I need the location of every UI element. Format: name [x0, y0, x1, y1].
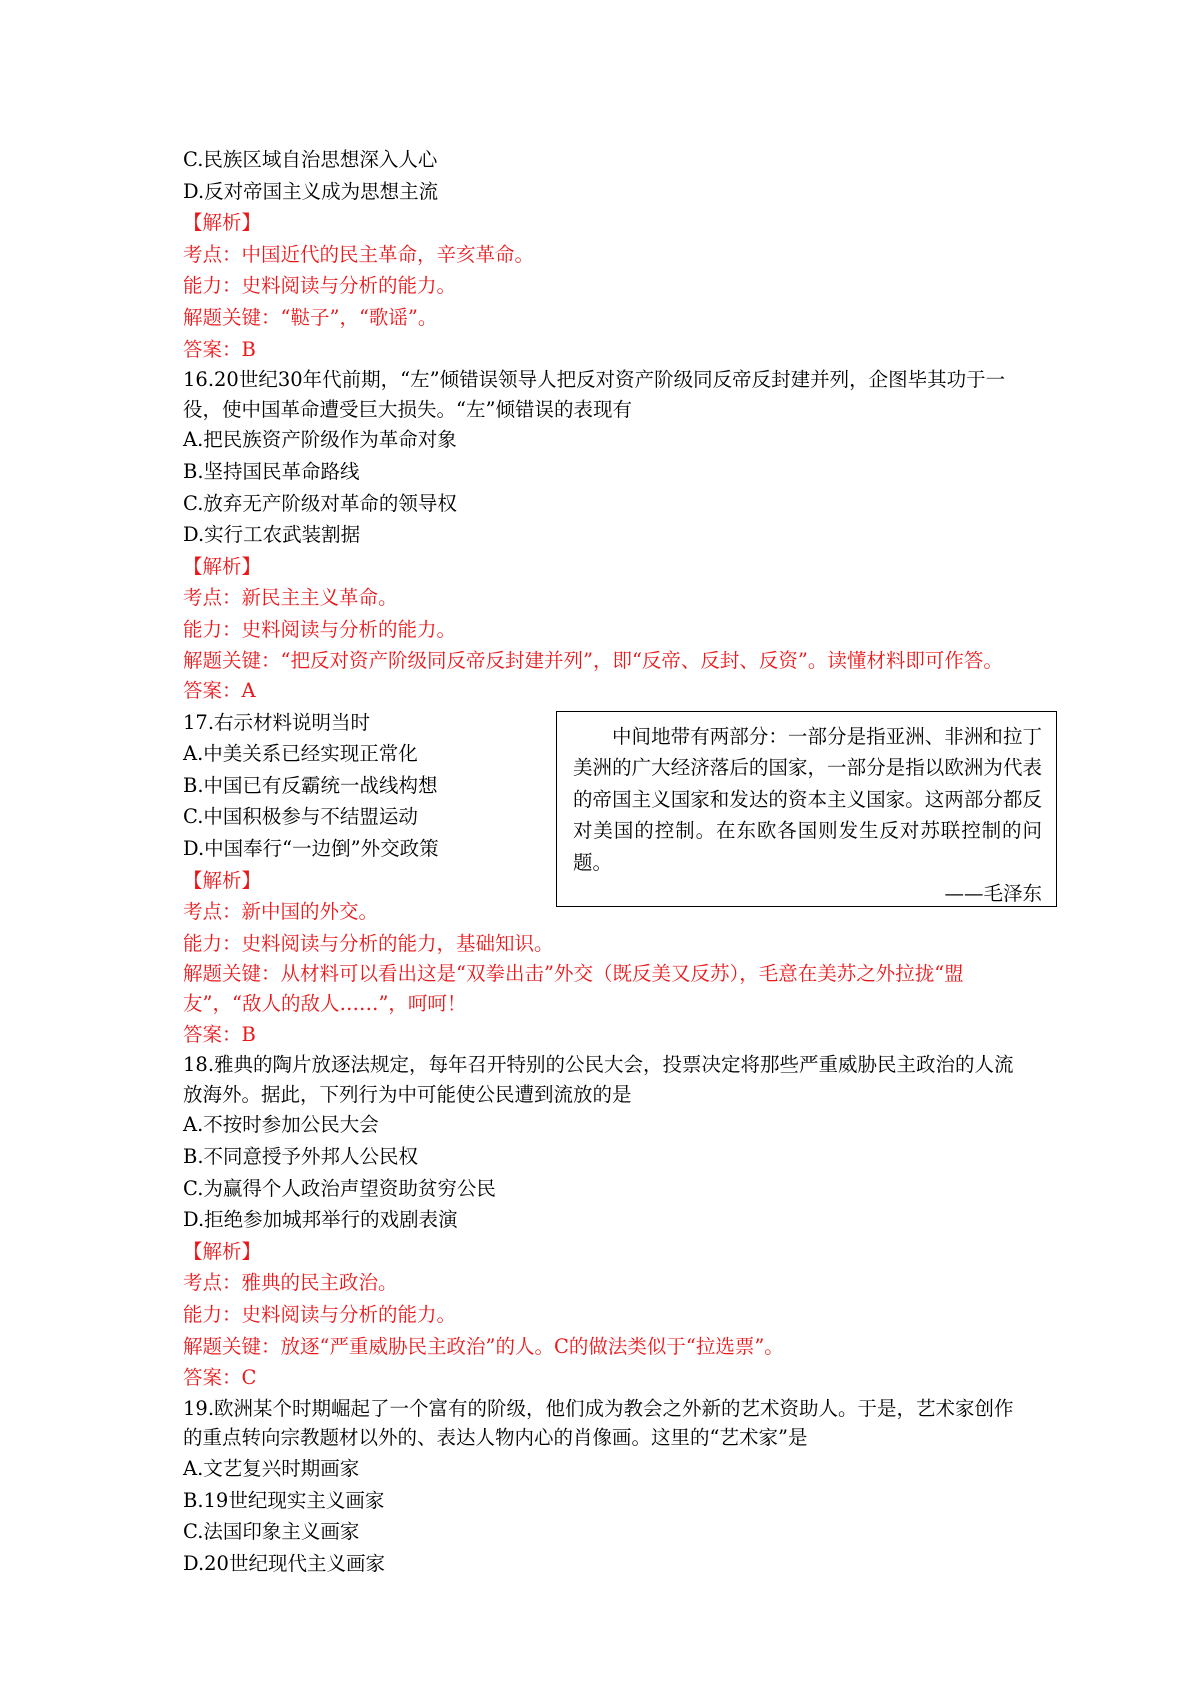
analysis-header: 【解析】	[183, 211, 262, 235]
question-19	[183, 1394, 1028, 1580]
question-stem: 16.20世纪30年代前期，“左”倾错误领导人把反对资产阶级同反帝反封建并列，企图毕其功于一役，使中国革命遭受巨大损失。“左”倾错误的表现有	[183, 368, 1006, 421]
analysis-guanjian: 解题关键：从材料可以看出这是“双拳出击”外交（既反美又反苏），毛意在美苏之外拉拢“盟友”，“敌人的敌人……”，呵呵！	[183, 962, 964, 1016]
option-a: A.不按时参加公民大会	[183, 1113, 379, 1137]
question-15	[183, 144, 1028, 365]
question-16	[183, 365, 1028, 707]
quote-box	[556, 711, 1057, 907]
analysis-nengli: 能力：史料阅读与分析的能力。	[183, 617, 457, 641]
analysis-nengli: 能力：史料阅读与分析的能力。	[183, 1302, 457, 1326]
analysis-guanjian: 解题关键：放逐“严重威胁民主政治”的人。C的做法类似于“拉选票”。	[183, 1334, 784, 1358]
option-a: A.文艺复兴时期画家	[183, 1456, 360, 1480]
quote-text: 中间地带有两部分：一部分是指亚洲、非洲和拉丁美洲的广大经济落后的国家，一部分是指以欧洲为代表的帝国主义国家和发达的资本主义国家。这两部分都反对美国的控制。在东欧各国则发生反对苏联控制的问题。	[573, 724, 1042, 874]
option-d: D.20世纪现代主义画家	[183, 1551, 385, 1575]
analysis-header: 【解析】	[183, 554, 262, 578]
option-b: B.坚持国民革命路线	[183, 459, 360, 483]
analysis-kaodian: 考点：中国近代的民主革命，辛亥革命。	[183, 242, 535, 266]
option-c: C.民族区域自治思想深入人心	[183, 148, 438, 171]
analysis-answer: 答案：C	[183, 1366, 257, 1390]
option-a: A.把民族资产阶级作为革命对象	[183, 428, 457, 452]
analysis-kaodian: 考点：雅典的民主政治。	[183, 1271, 398, 1295]
analysis-answer: 答案：B	[183, 337, 256, 361]
option-c: C.中国积极参与不结盟运动	[183, 805, 418, 829]
option-a: A.中美关系已经实现正常化	[183, 742, 418, 766]
option-c: C.法国印象主义画家	[183, 1520, 360, 1544]
option-c: C.放弃无产阶级对革命的领导权	[183, 491, 457, 515]
question-18	[183, 1050, 1028, 1394]
quote-author: ——毛泽东	[944, 882, 1042, 906]
question-stem: 19.欧洲某个时期崛起了一个富有的阶级，他们成为教会之外新的艺术资助人。于是，艺术家创作的重点转向宗教题材以外的、表达人物内心的肖像画。这里的“艺术家”是	[183, 1396, 1014, 1450]
option-b: B.不同意授予外邦人公民权	[183, 1145, 419, 1168]
analysis-header: 【解析】	[183, 868, 262, 892]
option-d: D.反对帝国主义成为思想主流	[183, 179, 439, 203]
option-b: B.19世纪现实主义画家	[183, 1488, 385, 1512]
question-stem: 18.雅典的陶片放逐法规定，每年召开特别的公民大会，投票决定将那些严重威胁民主政治的人流放海外。据此，下列行为中可能使公民遭到流放的是	[183, 1053, 1014, 1106]
option-d: D.实行工农武装割据	[183, 523, 361, 547]
analysis-nengli: 能力：史料阅读与分析的能力。	[183, 274, 457, 298]
analysis-header: 【解析】	[183, 1239, 262, 1263]
document-page	[183, 144, 1042, 1579]
analysis-guanjian: 解题关键：“鞑子”，“歌谣”。	[183, 305, 438, 329]
question-17	[183, 707, 1042, 1051]
option-d: D.中国奉行“一边倒”外交政策	[183, 837, 439, 861]
analysis-answer: 答案：B	[183, 1022, 256, 1046]
question-stem: 17.右示材料说明当时	[183, 710, 371, 734]
analysis-kaodian: 考点：新民主主义革命。	[183, 586, 398, 610]
analysis-guanjian: 解题关键：“把反对资产阶级同反帝反封建并列”，即“反帝、反封、反资”。读懂材料即可作答。	[183, 648, 1003, 672]
analysis-answer: 答案：A	[183, 679, 256, 703]
option-c: C.为赢得个人政治声望资助贫穷公民	[183, 1176, 496, 1200]
analysis-kaodian: 考点：新中国的外交。	[183, 900, 379, 924]
analysis-nengli: 能力：史料阅读与分析的能力，基础知识。	[183, 931, 554, 955]
option-b: B.中国已有反霸统一战线构想	[183, 773, 438, 797]
option-d: D.拒绝参加城邦举行的戏剧表演	[183, 1208, 458, 1232]
